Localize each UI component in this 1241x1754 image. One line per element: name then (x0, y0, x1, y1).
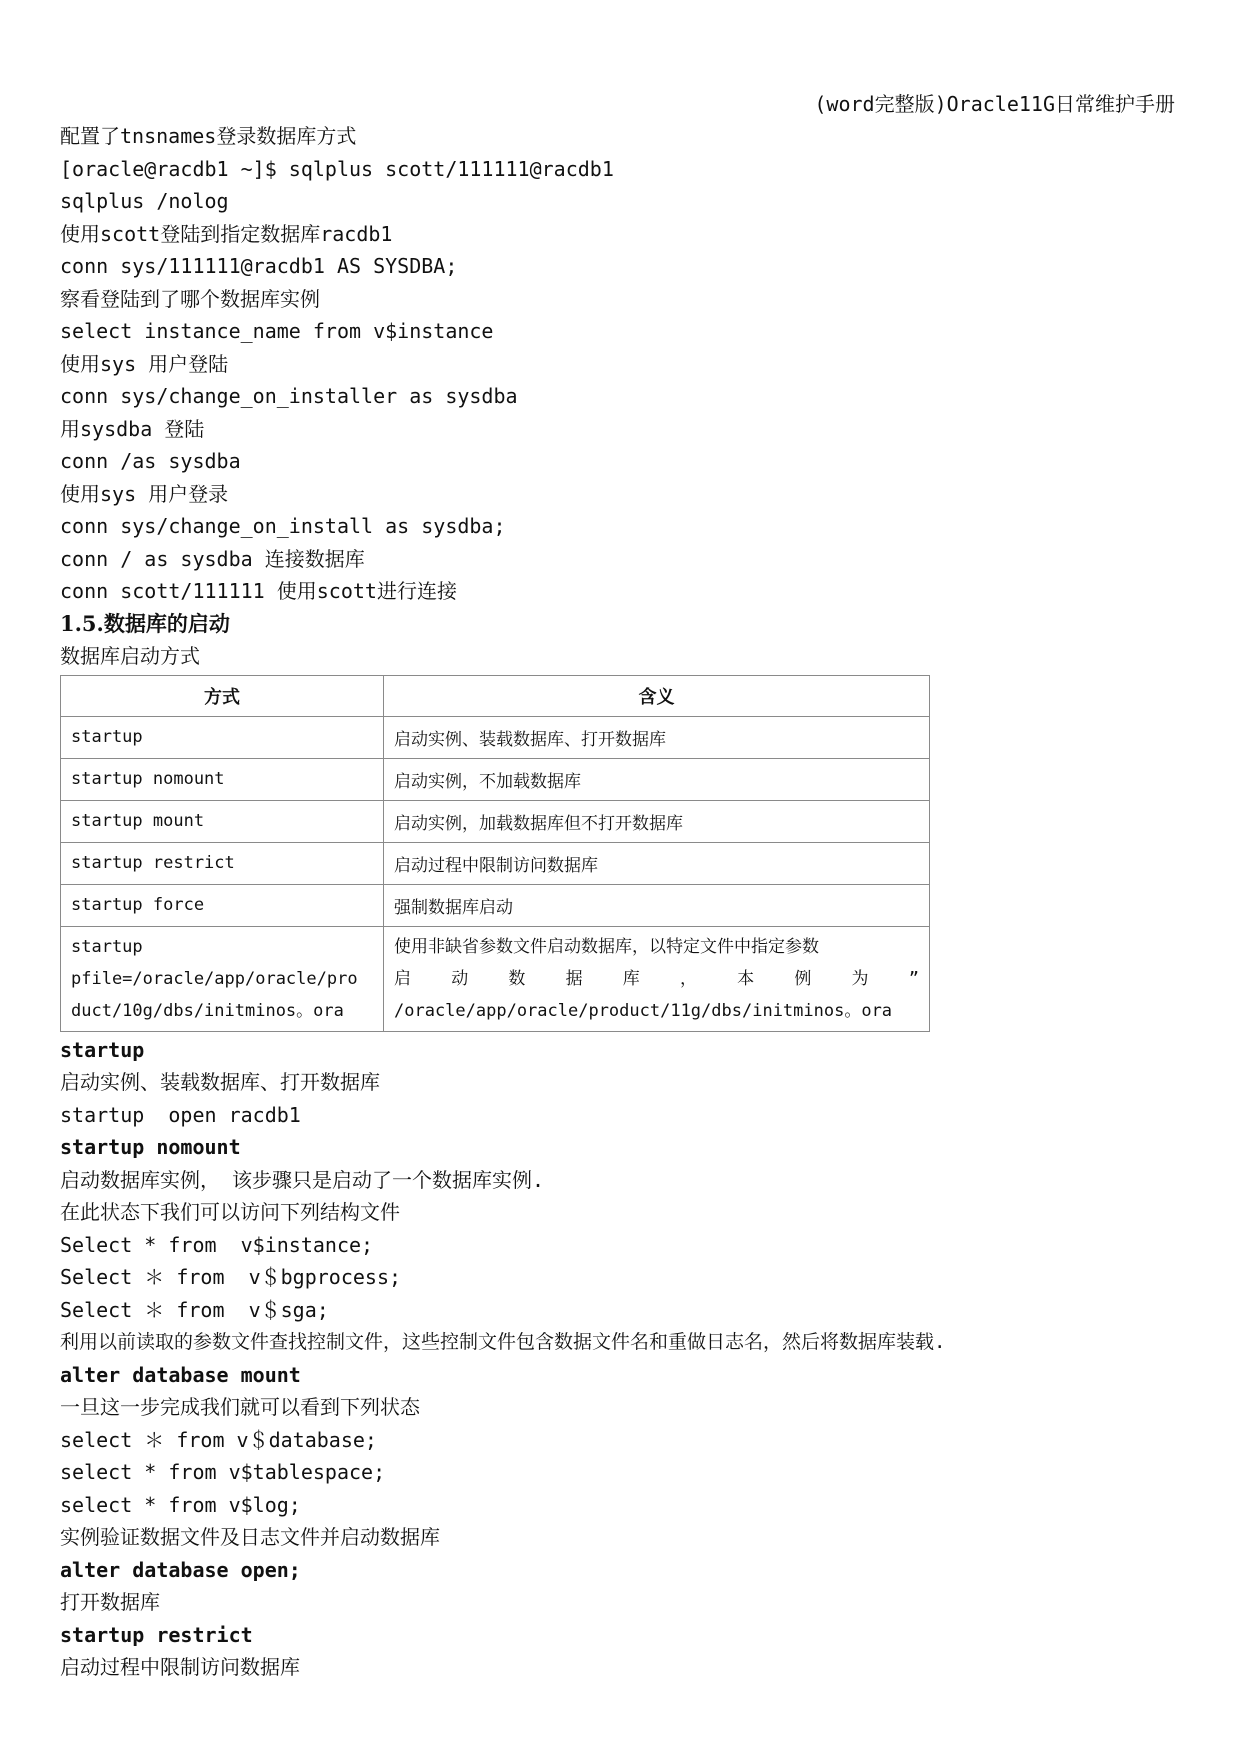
table-cell-meaning: 强制数据库启动 (384, 884, 930, 926)
table-row (61, 884, 930, 926)
code-heading: alter database mount (60, 1362, 301, 1387)
text-line: 在此状态下我们可以访问下列结构文件 (60, 1200, 400, 1224)
text-line: select * from v$tablespace; (60, 1460, 386, 1484)
table-cell-mode: startup nomount (61, 758, 384, 800)
text-line: 打开数据库 (60, 1590, 160, 1614)
table-row (61, 758, 930, 800)
cell-line: startup (71, 936, 143, 957)
cell-line: 启 动 数 据 库 ， 本 例 为 ” (394, 968, 919, 989)
text-line: startup open racdb1 (60, 1102, 301, 1127)
text-line: 使用sys 用户登陆 (60, 351, 229, 376)
table-cell-mode (61, 926, 384, 1031)
code-heading: alter database open; (60, 1557, 301, 1582)
table-caption: 数据库启动方式 (60, 644, 200, 668)
table-cell-mode: startup (61, 716, 384, 758)
document-body (60, 120, 1210, 1684)
text-line: conn /as sysdba (60, 449, 241, 473)
text-line: 配置了tnsnames登录数据库方式 (60, 124, 357, 148)
table-row (61, 800, 930, 842)
text-line: 实例验证数据文件及日志文件并启动数据库 (60, 1525, 440, 1549)
text-line: 使用scott登陆到指定数据库racdb1 (60, 221, 393, 246)
text-line: 察看登陆到了哪个数据库实例 (60, 286, 320, 311)
table-header-row (61, 675, 930, 716)
startup-modes-table (60, 675, 930, 1032)
text-line: Select ＊ from v＄bgprocess; (60, 1265, 402, 1289)
table-row (61, 926, 930, 1031)
table-cell-meaning: 启动实例，加载数据库但不打开数据库 (384, 800, 930, 842)
text-line: conn / as sysdba 连接数据库 (60, 546, 365, 571)
text-line: 利用以前读取的参数文件查找控制文件，这些控制文件包含数据文件名和重做日志名，然后将数据库装载. (60, 1331, 946, 1353)
bottom-lines (60, 1034, 1210, 1684)
text-line: conn scott/111111 使用scott进行连接 (60, 579, 457, 603)
table-header-meaning: 含义 (384, 675, 930, 716)
section-heading: 1.5.数据库的启动 (60, 610, 230, 636)
text-line: select ＊ from v＄database; (60, 1427, 377, 1452)
cell-line: duct/10g/dbs/initminos。ora (71, 1000, 344, 1021)
text-line: conn sys/change_on_install as sysdba; (60, 514, 506, 538)
top-lines (60, 120, 1210, 608)
text-line: sqlplus /nolog (60, 189, 229, 213)
table-row (61, 716, 930, 758)
text-line: conn sys/change_on_installer as sysdba (60, 384, 518, 408)
text-line: select * from v$log; (60, 1492, 301, 1517)
text-line: 启动过程中限制访问数据库 (60, 1655, 300, 1679)
cell-line: pfile=/oracle/app/oracle/pro (71, 968, 358, 989)
code-heading: startup (60, 1037, 145, 1062)
table-cell-meaning (384, 926, 930, 1031)
table-cell-mode: startup restrict (61, 842, 384, 884)
table-header-mode: 方式 (61, 675, 384, 716)
table-cell-meaning: 启动实例、装载数据库、打开数据库 (384, 716, 930, 758)
text-line: Select * from v$instance; (60, 1232, 374, 1257)
text-line: 启动实例、装载数据库、打开数据库 (60, 1070, 380, 1094)
text-line: [oracle@racdb1 ~]$ sqlplus scott/111111@racdb1 (60, 156, 614, 181)
code-heading: startup restrict (60, 1622, 253, 1647)
cell-line: 使用非缺省参数文件启动数据库，以特定文件中指定参数 (394, 936, 819, 957)
text-line: 用sysdba 登陆 (60, 416, 205, 441)
table-cell-mode: startup mount (61, 800, 384, 842)
text-line: 启动数据库实例， 该步骤只是启动了一个数据库实例. (60, 1167, 545, 1192)
table-cell-mode: startup force (61, 884, 384, 926)
text-line: select instance_name from v$instance (60, 319, 494, 343)
text-line: conn sys/111111@racdb1 AS SYSDBA; (60, 254, 458, 278)
table-cell-meaning: 启动过程中限制访问数据库 (384, 842, 930, 884)
text-line: 一旦这一步完成我们就可以看到下列状态 (60, 1395, 420, 1419)
table-row (61, 842, 930, 884)
cell-line: /oracle/app/oracle/product/11g/dbs/initminos。ora (394, 1000, 893, 1021)
table-cell-meaning: 启动实例，不加载数据库 (384, 758, 930, 800)
page-header: (word完整版)Oracle11G日常维护手册 (814, 92, 1175, 116)
text-line: 使用sys 用户登录 (60, 481, 229, 506)
code-heading: startup nomount (60, 1135, 241, 1159)
text-line: Select ＊ from v＄sga; (60, 1297, 329, 1322)
